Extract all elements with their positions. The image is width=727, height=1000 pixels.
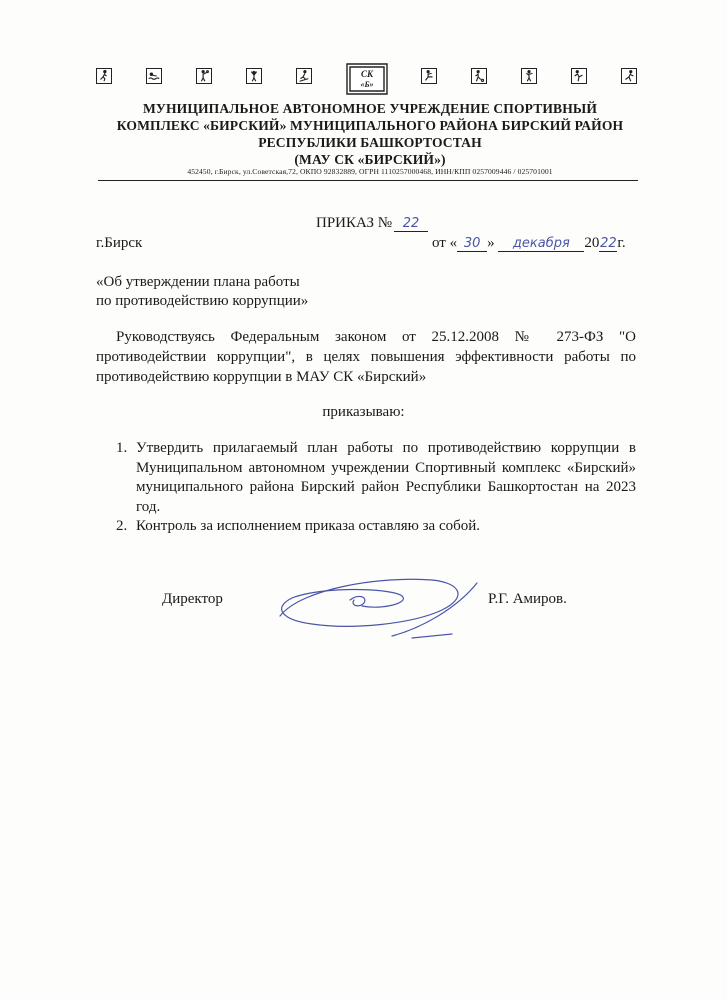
sport-icons-strip bbox=[96, 62, 641, 96]
date-day-close: » bbox=[487, 235, 495, 251]
order-item bbox=[116, 517, 636, 537]
org-address: 452450, г.Бирск, ул.Советская,72, ОКПО 92832889, ОГРН 1110257000468, ИНН/КПП 0257009446 / 025701001 bbox=[187, 167, 553, 176]
handwritten-signature bbox=[262, 558, 484, 648]
item-number: 1. bbox=[116, 440, 128, 456]
handball-icon bbox=[196, 68, 212, 84]
football-icon bbox=[471, 68, 487, 84]
order-word: приказываю: bbox=[322, 404, 405, 420]
subject-line-2: по противодействию коррупции» bbox=[96, 293, 309, 309]
order-items bbox=[116, 439, 636, 537]
date-year-prefix: 20 bbox=[584, 235, 600, 251]
item-text: Контроль за исполнением приказа оставляю за собой. bbox=[136, 518, 481, 534]
date-day: 30 bbox=[457, 236, 487, 252]
order-number: 22 bbox=[394, 216, 428, 232]
org-line-4: (МАУ СК «БИРСКИЙ») bbox=[294, 152, 446, 167]
org-line-1: МУНИЦИПАЛЬНОЕ АВТОНОМНОЕ УЧРЕЖДЕНИЕ СПОРТИВНЫЙ bbox=[142, 101, 597, 116]
order-date bbox=[432, 235, 626, 252]
hurdler-icon bbox=[421, 68, 437, 84]
order-subject bbox=[96, 273, 308, 311]
city: г.Бирск bbox=[96, 235, 143, 251]
swimmer-icon bbox=[146, 68, 162, 84]
item-number: 2. bbox=[116, 518, 128, 534]
org-line-3: РЕСПУБЛИКИ БАШКОРТОСТАН bbox=[258, 135, 482, 150]
order-item bbox=[116, 439, 636, 517]
date-month: декабря bbox=[498, 236, 584, 252]
volleyball-icon bbox=[246, 68, 262, 84]
sk-logo bbox=[344, 62, 390, 96]
org-line-2: КОМПЛЕКС «БИРСКИЙ» МУНИЦИПАЛЬНОГО РАЙОНА БИРСКИЙ РАЙОН bbox=[116, 118, 624, 133]
subject-line-1: «Об утверждении плана работы bbox=[96, 274, 300, 290]
intro-paragraph: Руководствуясь Федеральным законом от 25.12.2008 № 273-ФЗ "О противодействии коррупции", в целях повышения эффективности работы по противодействию коррупции в МАУ СК «Бирский» bbox=[96, 329, 636, 385]
date-year-suffix: 22 bbox=[600, 236, 617, 251]
order-title-label: ПРИКАЗ № bbox=[316, 215, 393, 231]
gymnast-icon bbox=[621, 68, 637, 84]
date-prefix: от « bbox=[432, 235, 458, 251]
skier-icon bbox=[296, 68, 312, 84]
date-year-end: г. bbox=[617, 235, 626, 251]
header-divider bbox=[98, 180, 638, 181]
organization-name bbox=[90, 100, 650, 168]
logo-text-bottom: «Б» bbox=[360, 80, 374, 89]
boxer-icon bbox=[521, 68, 537, 84]
signer-role: Директор bbox=[162, 591, 223, 607]
order-title bbox=[316, 215, 428, 232]
logo-text-top: СК bbox=[360, 69, 374, 79]
signer-name: Р.Г. Амиров. bbox=[488, 591, 567, 607]
figure-skater-icon bbox=[571, 68, 587, 84]
item-text: Утвердить прилагаемый план работы по противодействию коррупции в Муниципальном автономном учреждении Спортивный комплекс «Бирский» муниципального района Бирский район Республики Башкортостан на 2023 год. bbox=[136, 440, 636, 515]
runner-icon bbox=[96, 68, 112, 84]
